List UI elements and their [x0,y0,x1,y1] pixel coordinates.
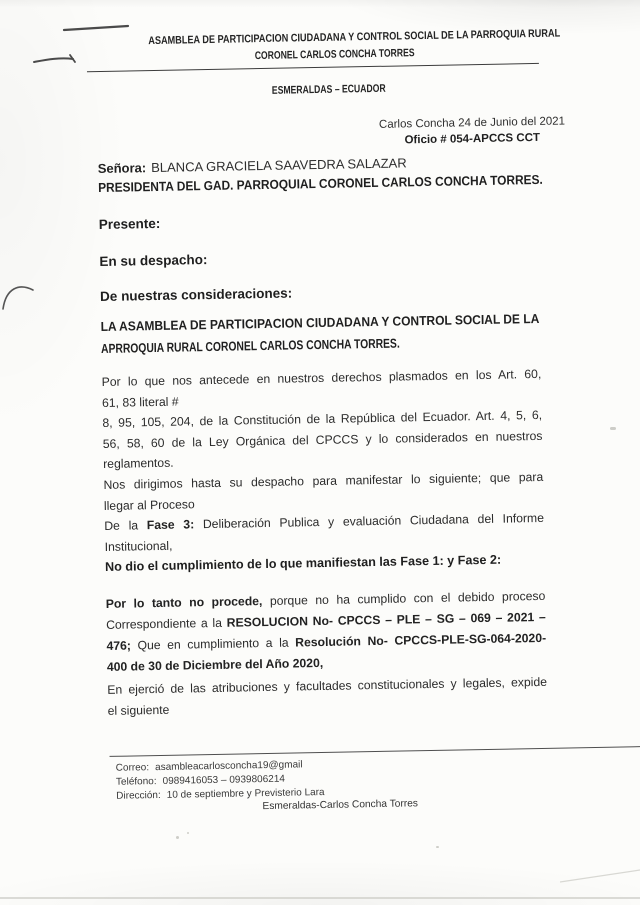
p2-line1: Nos dirigimos hasta su despacho para manifestar lo siguiente; que para [103,469,544,492]
footer-contact-block [116,754,547,817]
p2-line2: llegar al Proceso [103,496,195,513]
recipient-block [98,151,545,197]
intro-line2: APRROQUIA RURAL CORONEL CARLOS CONCHA TORRES. [100,335,400,356]
p3-line4: 400 de 30 de Diciembre del Año 2020, [106,655,324,674]
emphasis-line: No dio el cumplimiento de lo que manifiestan las Fase 1: y Fase 2: [104,552,502,574]
p1-line5: reglamentos. [103,456,174,472]
scan-speck [610,427,616,430]
letterhead [86,27,561,72]
scan-edge-band [0,897,640,899]
phone-label: Teléfono: [115,775,157,788]
salutation-label: Señora: [97,160,147,177]
intro-line1: LA ASAMBLEA DE PARTICIPACION CIUDADANA Y CONTROL SOCIAL DE LA [100,310,540,334]
paragraph-rights [101,364,543,475]
p2-line3: De la Fase 3: Deliberación Publica y evaluación Ciudadana del Informe [104,511,545,534]
intro-block [100,308,541,360]
p1-line1: Por lo que nos antecede en nuestros derechos plasmados en los Art. 60, [101,366,542,389]
paragraph-resolucion [106,586,547,678]
greeting-line: De nuestras consideraciones: [99,285,293,305]
p4-line2: el siguiente [107,702,170,718]
oficio-number: Oficio # 054-APCCS CCT [404,131,541,147]
address-value: 10 de septiembre y Previsterio Lara [166,786,325,801]
p3-line1: Por lo tanto no procede, porque no ha cumplido con el debido proceso [105,588,546,611]
recipient-name: BLANCA GRACIELA SAAVEDRA SALAZAR [151,155,407,176]
date-line: Carlos Concha 24 de Junio del 2021 [378,115,566,131]
p3-line3: 476; Que en cumplimiento a la Resolución No- CPCCS-PLE-SG-064-2020- [106,630,547,653]
location-text: ESMERALDAS – ECUADOR [271,82,386,97]
email-label: Correo: [115,762,150,774]
p2-line4: Institucional, [104,538,173,554]
p3-line2: Correspondiente a la RESOLUCION No- CPCCS – PLE – SG – 069 – 2021 – [105,609,546,632]
p4-line1: En ejerció de las atribuciones y facultades constitucionales y legales, expide [107,674,548,697]
scan-speck [436,846,439,848]
letterhead-location [87,80,539,100]
address-label: Dirección: [116,789,161,802]
paragraph-proceso [103,467,544,557]
org-name-line1: ASAMBLEA DE PARTICIPACION CIUDADANA Y CONTROL SOCIAL DE LA PARROQUIA RURAL [148,27,561,48]
recipient-title: PRESIDENTA DEL GAD. PARROQUIAL CORONEL CARLOS CONCHA TORRES. [97,171,543,196]
date-block [366,113,579,149]
email-value: asambleacarlosconcha19@gmail [155,759,303,774]
p1-line2: 61, 83 literal # [101,394,179,410]
paragraph-closing [107,672,548,721]
p1-line4: 56, 58, 60 de la Ley Orgánica del CPCCS y lo considerados en nuestros [102,428,543,451]
presente-line: Presente: [98,215,161,233]
despacho-line: En su despacho: [99,252,208,270]
scan-speck [187,832,189,834]
p1-line3: 8, 95, 105, 204, de la Constitución de la República del Ecuador. Art. 4, 5, 6, [102,408,543,431]
scan-speck [176,836,179,839]
org-name-line2: CORONEL CARLOS CONCHA TORRES [254,47,415,63]
footer-divider [110,746,640,757]
phone-value: 0989416053 – 0939806214 [162,773,286,787]
footer-city-line: Esmeraldas-Carlos Concha Torres [262,798,419,813]
